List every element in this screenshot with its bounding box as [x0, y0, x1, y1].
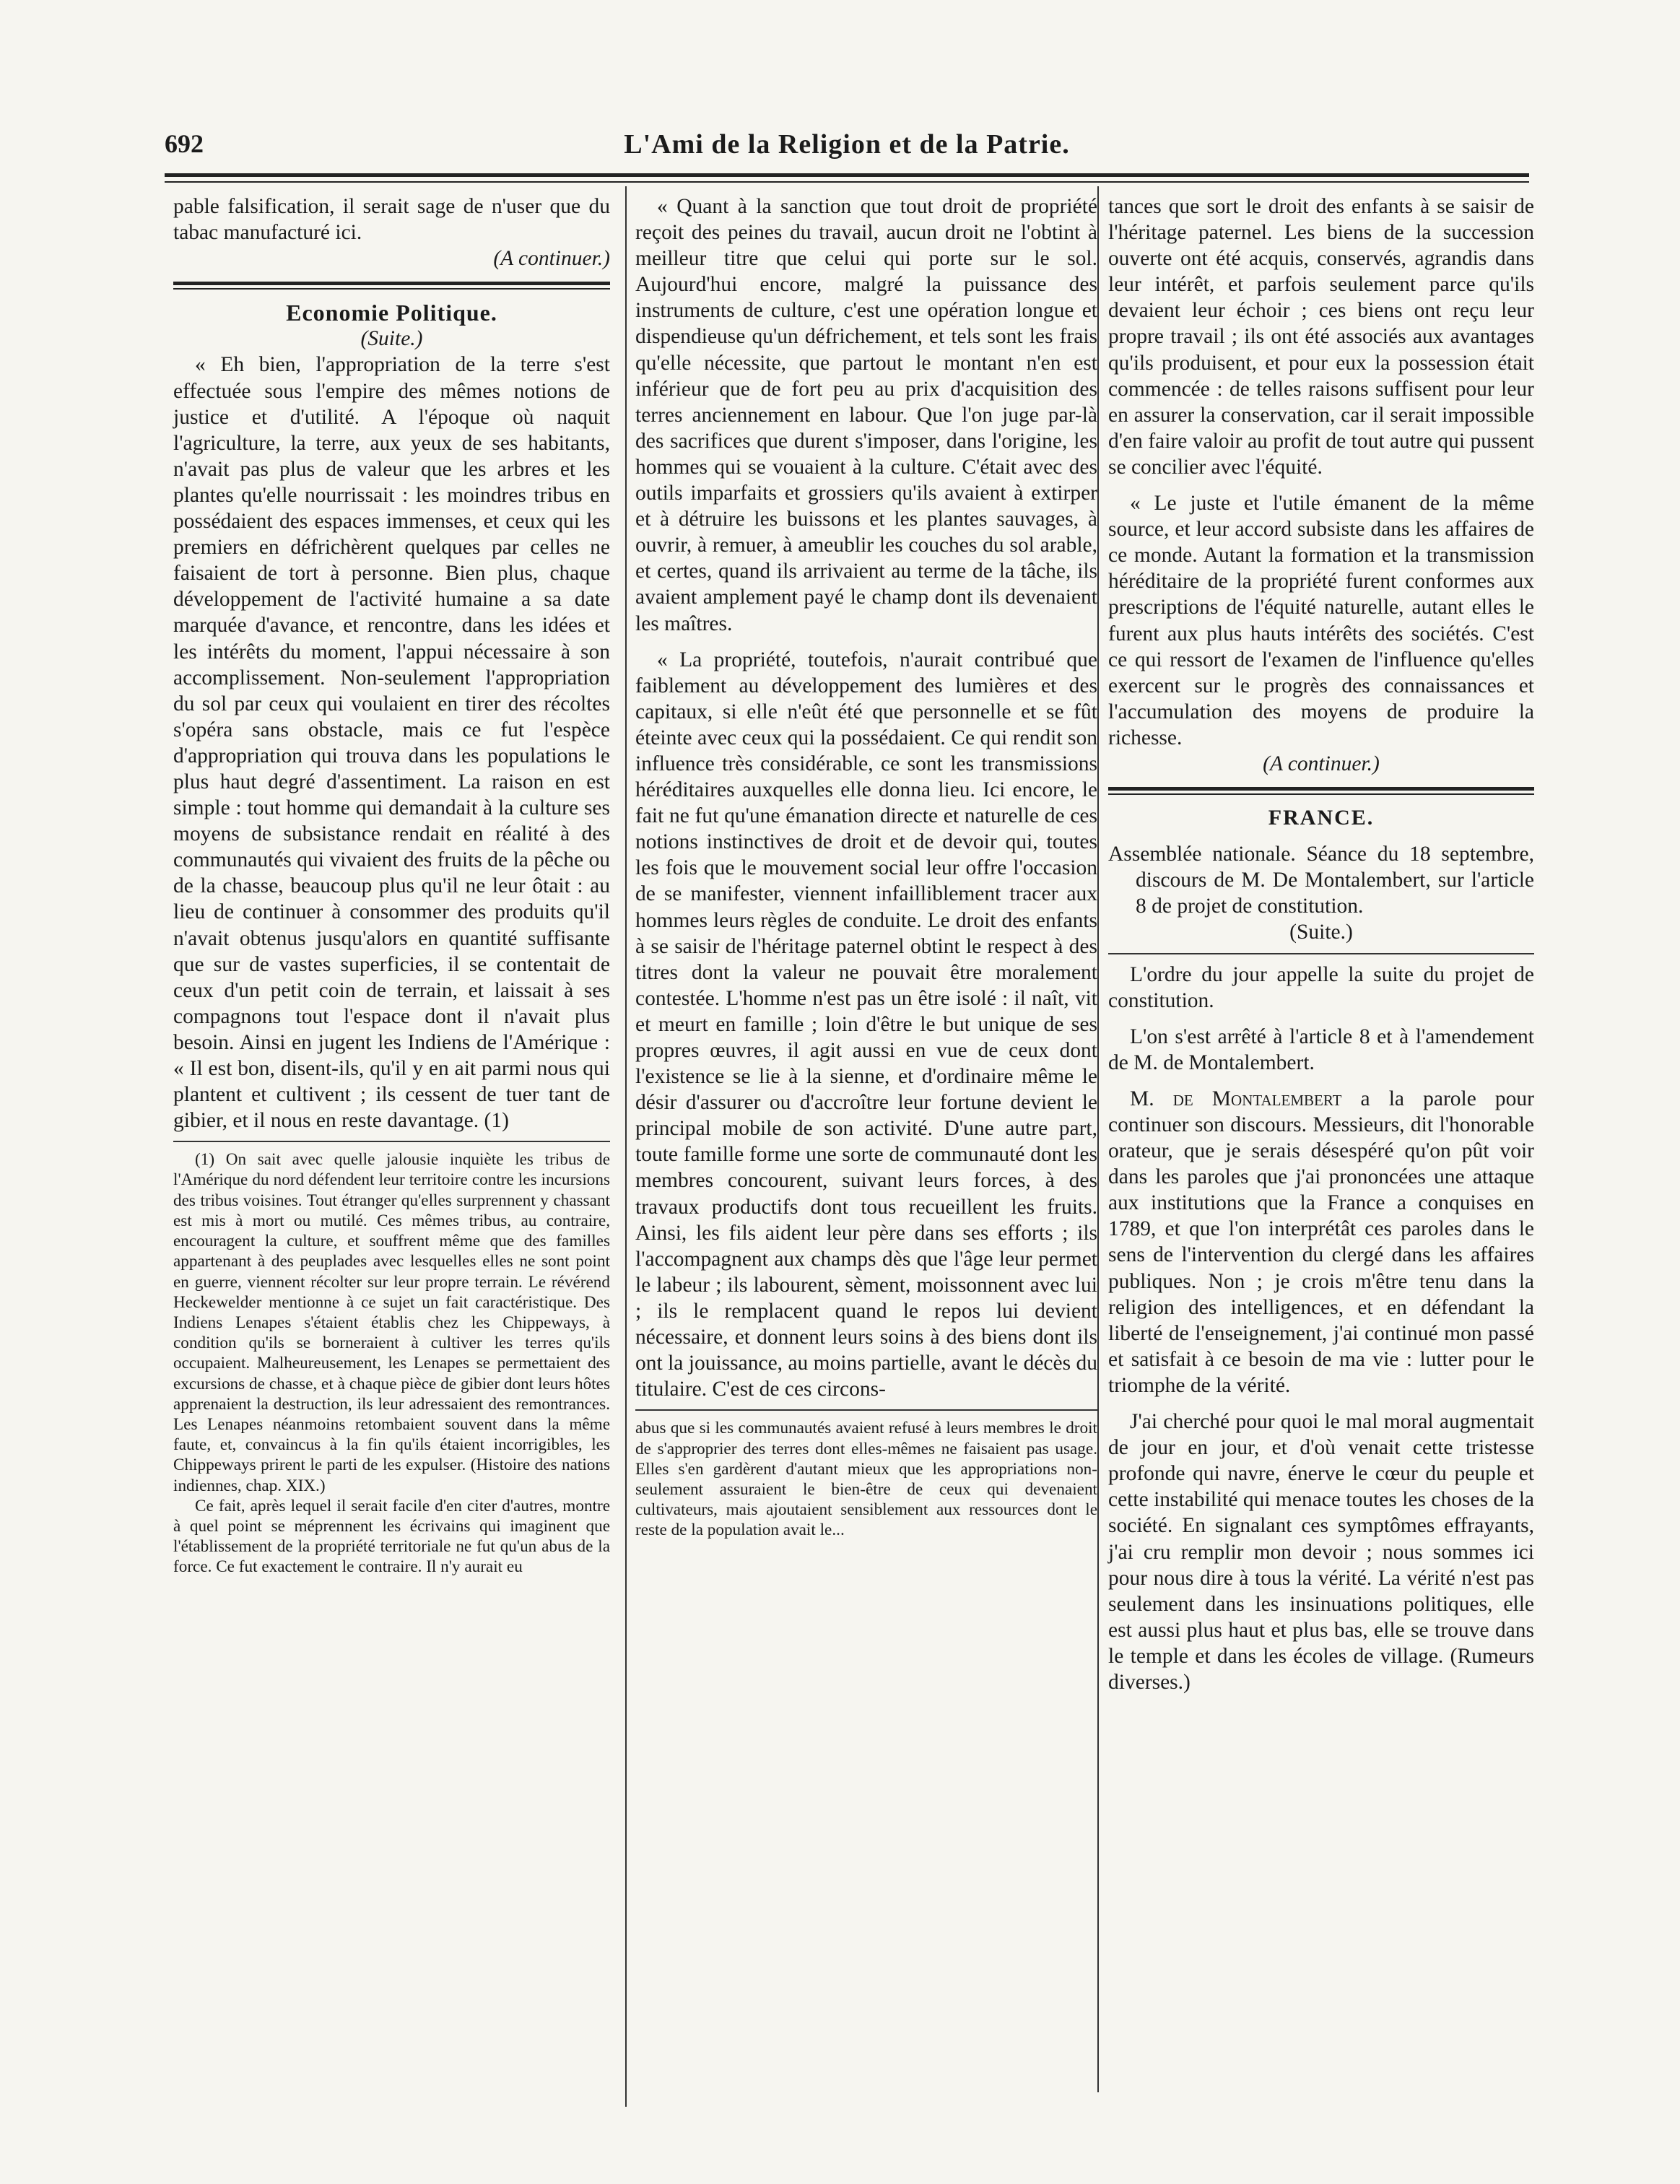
footnote-paragraph: abus que si les communautés avaient refusé à leurs membres le droit de s'approprier des terres dont elles-mêmes ne faisaient pas usage. Elles s'en gardèrent d'autant mieux que les appropriations non-seulement assuraient le bien-être de ceux qui devenaient cultivateurs, mais ajoutaient sensiblement aux ressources dont le reste de la population avait le... — [635, 1419, 1097, 1540]
column-2 — [635, 193, 1097, 1541]
column-divider — [625, 186, 627, 2107]
article-paragraph: L'ordre du jour appelle la suite du projet de constitution. — [1108, 962, 1534, 1012]
article-paragraph: « La propriété, toutefois, n'aurait contribué que faiblement au développement des lumières et des capitaux, si elle n'eût été que personnelle et se fût éteinte avec ceux qui la possédaient. Ce qui rendit son influence très considérable, ce sont les transmissions héréditaires auxquelles elle donna lieu. Ici encore, le fait ne fut qu'une émanation directe et naturelle de ces notions instinctives de droit et de devoir qui, toutes les fois que le mouvement social leur offre l'occasion de se manifester, viennent infailliblement tracer aux hommes leurs règles de conduite. Le droit des enfants à se saisir de l'héritage paternel obtint le respect à des titres dont la valeur ne pouvait être moralement contestée. L'homme n'est pas un être isolé : il naît, vit et meurt en famille ; loin d'être le but unique de ses propres œuvres, il agit aussi en vue de ceux dont l'existence se lie à la sienne, et d'ordinaire même le désir d'assurer ou d'accroître leur fortune devient le principal mobile de son activité. D'une autre part, toute famille forme une sorte de communauté dont les membres concourent, suivant leurs forces, à des travaux productifs dont tous recueillent les fruits. Ainsi, les fils aident leur père dans ses efforts ; ils l'accompagnent aux champs dès que l'âge leur permet le labeur ; ils labourent, sèment, moissonnent avec lui ; ils le remplacent quand le repos lui devient nécessaire, et donnent leurs soins à des biens dont ils ont la jouissance, au moins partielle, avant le décès du titulaire. C'est de ces circons- — [635, 648, 1097, 1401]
column-1 — [173, 193, 610, 1578]
article-paragraph: « Eh bien, l'appropriation de la terre s'est effectuée sous l'empire des mêmes notions de justice et d'utilité. A l'époque où naquit l'agriculture, la terre, aux yeux de ses habitants, n'avait pas plus de valeur que les arbres et les plantes qu'elle nourrissait : les moindres tribus en possédaient des espaces immenses, et ceux qui les premiers en défrichèrent quelques par celles ne faisaient de tort à personne. Bien plus, chaque développement de l'activité humaine a sa date marquée d'avance, et rencontre, dans les idées et les intérêts du moment, l'appui nécessaire à son accomplissement. Non-seulement l'appropriation du sol par ceux qui voulaient en tirer des récoltes s'opéra sans obstacle, mais ce fut l'espèce d'appropriation qui trouva dans les populations le plus haut degré d'assentiment. La raison en est simple : tout homme qui demandait à la culture ses moyens de subsistance rendait en réalité à des communautés qui vivaient des fruits de la pêche ou de la chasse, beaucoup plus qu'il ne leur ôtait : au lieu de continuer à consommer des produits qu'il n'avait obtenus jusqu'alors en quantité suffisante que sur de vastes superficies, il se contentait de ceux d'un petit coin de terrain, et laissait à ses compagnons tout l'espace dont il n'avait plus besoin. Ainsi en jugent les Indiens de l'Amérique : « Il est bon, disent-ils, qu'il y en ait parmi nous qui plantent et cultivent ; ils cessent de tuer tant de gibier, et il nous en reste davantage. (1) — [173, 353, 610, 1133]
article-paragraph — [1108, 1086, 1534, 1398]
to-be-continued: (A continuer.) — [1263, 752, 1380, 775]
article-paragraph: J'ai cherché pour quoi le mal moral augmentait de jour en jour, et d'où venait cette tristesse profonde qui navre, énerve le cœur du peuple et cette instabilité qui menace toutes les choses de la société. En signalant ces symptômes effrayants, j'ai cru remplir mon devoir ; nous sommes ici pour nous dire à tous la vérité. La vérité n'est pas seulement dans les insinuations politiques, elle est aussi plus haut et plus bas, elle se trouve dans le temple et dans les écoles de village. (Rumeurs diverses.) — [1108, 1410, 1534, 1694]
article-paragraph: L'on s'est arrêté à l'article 8 et à l'amendement de M. de Montalembert. — [1108, 1024, 1534, 1074]
article-paragraph: « Le juste et l'utile émanent de la même source, et leur accord subsiste dans les affaires de ce monde. Autant la formation et la transmission héréditaire de la propriété furent conformes aux prescriptions de l'équité naturelle, autant elles le furent aux plus hauts intérêts des sociétés. C'est ce qui ressort de l'examen de l'influence qu'elles exercent sur le progrès des connaissances et l'accumulation des moyens de produire la richesse. — [1108, 492, 1534, 749]
to-be-continued: (A continuer.) — [493, 247, 610, 271]
divider — [1108, 953, 1534, 954]
running-title: L'Ami de la Religion et de la Patrie. — [624, 129, 1070, 160]
article-paragraph: tances que sort le droit des enfants à se saisir de l'héritage paternel. Les biens de la succession ouverte ont été acquis, conservés, agrandis dans leur intérêt, et parfois seulement parce qu'ils devaient leur échoir ; ces biens ont reçu leur propre travail ; ils ont été associés aux avantages qu'ils produisent, et pour eux la possession était commencée : de telles raisons suffisent pour leur en assurer la conservation, car il serait impossible d'en faire valoir au profit de tout autre qui pussent se concilier avec l'équité. — [1108, 195, 1534, 479]
speaker-name: M. de Montalembert — [1130, 1087, 1342, 1110]
section-rule-thin — [1108, 793, 1534, 795]
footnote-paragraph: (1) On sait avec quelle jalousie inquiète les tribus de l'Amérique du nord défendent leur territoire contre les incursions des tribus voisines. Tout étranger qu'elles surprennent y chassant est mis à mort ou mutilé. Ces mêmes tribus, au contraire, encouragent la culture, et souffrent même que des familles appartenant à des peuplades avec lesquelles elles ne sont point en guerre, viennent récolter sur leur propre terrain. Le révérend Heckewelder mentionne à ce sujet un fait caractéristique. Des Indiens Lenapes s'étaient établis chez les Chippeways, à condition qu'ils se borneraient à cultiver les terres qu'ils occupaient. Malheureusement, les Lenapes se permettaient des excursions de chasse, et à chaque pièce de gibier dont leurs hôtes apprenaient la destruction, ils leur adressaient des remontrances. Les Lenapes néanmoins retombaient souvent dans la même faute, et, convaincus à la fin qu'ils étaient incorrigibles, les Chippeways prirent le parti de les expulser. (Histoire des nations indiennes, chap. XIX.) — [173, 1150, 610, 1495]
continued-text: pable falsification, il serait sage de n'user que du tabac manufacturé ici. — [173, 195, 610, 245]
article-paragraph: « Quant à la sanction que tout droit de propriété reçoit des peines du travail, aucun droit ne l'obtint à meilleur titre que celui qui porte sur le sol. Aujourd'hui encore, malgré la puissance des instruments de culture, c'est une opération longue et dispendieuse qu'un défrichement, et tels sont les frais qu'elle nécessite, que partout le montant n'en est inférieur que de fort peu au prix d'acquisition des terres anciennement en labour. Que l'on juge par-là des sacrifices que durent s'imposer, dans l'origine, les hommes qui se vouaient à la culture. C'était avec des outils imparfaits et grossiers qu'ils avaient à extirper et à détruire les buissons et les plantes sauvages, à ouvrir, à remuer, à ameublir les couches du sol arable, et certes, quand ils arrivaient au terme de la tâche, ils avaient amplement payé le champ dont ils devenaient les maîtres. — [635, 195, 1097, 635]
section-rule — [173, 282, 610, 285]
footnote-paragraph: Ce fait, après lequel il serait facile d'en citer d'autres, montre à quel point se méprennent les écrivains qui imaginent que l'établissement de la propriété territoriale ne fut qu'un abus de la force. Ce fut exactement le contraire. Il n'y aurait eu — [173, 1496, 610, 1577]
column-divider — [1097, 186, 1099, 2092]
section-subtitle: (Suite.) — [1289, 921, 1353, 944]
header-rule-thin — [165, 181, 1529, 183]
speech-text: a la parole pour continuer son discours. Messieurs, dit l'honorable orateur, que je serais désespéré qu'on pût voir dans les paroles que j'ai prononcées une attaque aux institutions que la France a conquises en 1789, et que l'on interprétât ces paroles dans le sens de l'intervention du clergé dans les affaires publiques. Non ; je crois m'être tenu dans la religion des intelligences, et en défendant la liberté de l'enseignement, j'ai continué mon passé et satisfait à ce besoin de ma vie : lutter pour le triomphe de la vérité. — [1108, 1087, 1534, 1397]
footnote — [173, 1149, 610, 1577]
footnote-rule — [173, 1141, 610, 1142]
page-number: 692 — [165, 129, 204, 158]
section-title: Economie Politique. — [286, 300, 497, 326]
page-header — [165, 129, 1529, 172]
section-title: FRANCE. — [1268, 806, 1375, 830]
assembly-heading: Assemblée nationale. Séance du 18 septembre, discours de M. De Montalembert, sur l'article 8 de projet de constitution. — [1108, 843, 1534, 918]
header-rule — [165, 173, 1529, 177]
section-subtitle: (Suite.) — [360, 327, 423, 351]
footnote-rule — [635, 1409, 1097, 1411]
footnote — [635, 1418, 1097, 1540]
section-rule-thin — [173, 288, 610, 290]
column-3 — [1108, 193, 1534, 1695]
section-rule — [1108, 787, 1534, 791]
